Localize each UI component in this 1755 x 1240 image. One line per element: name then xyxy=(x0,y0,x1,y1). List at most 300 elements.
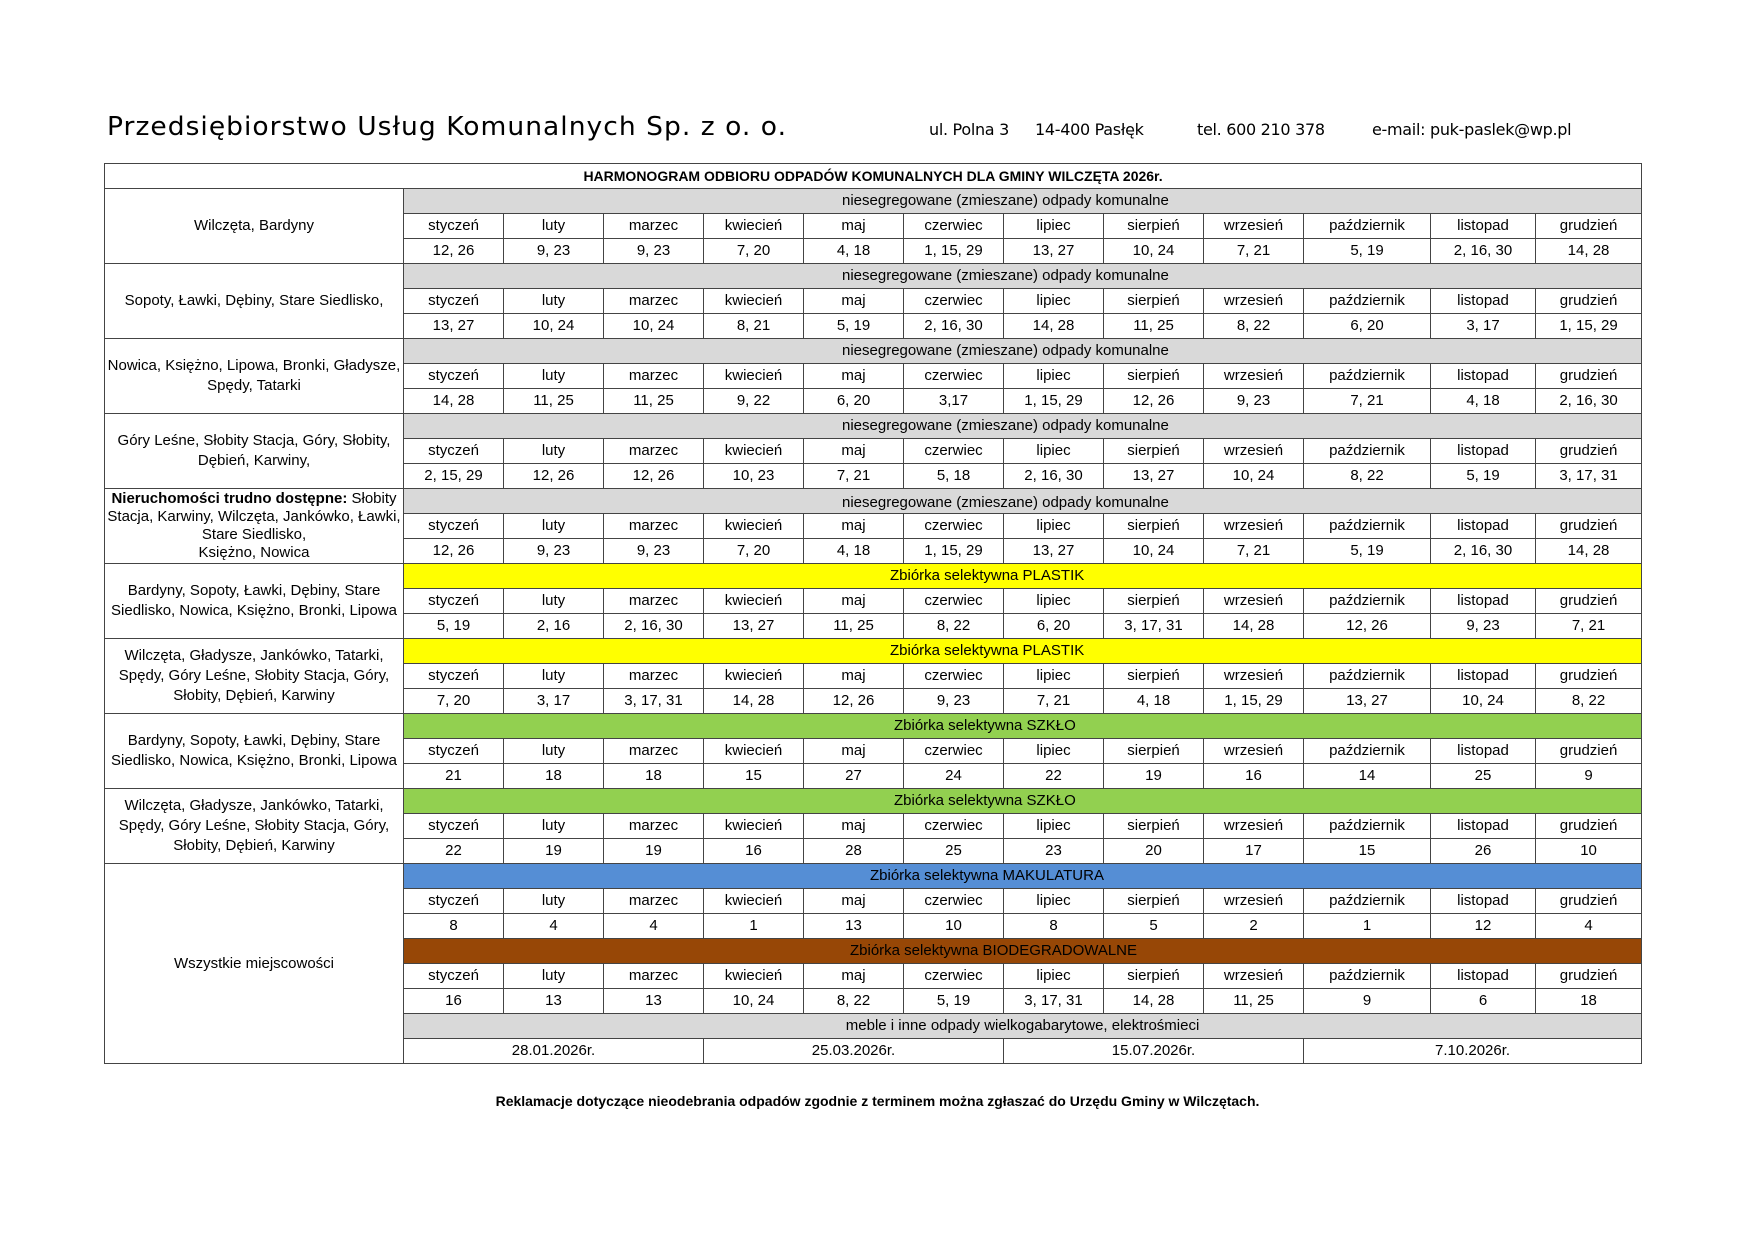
month-header: maj xyxy=(804,964,904,989)
category-band xyxy=(404,1014,1642,1039)
month-header: maj xyxy=(804,214,904,239)
category-band xyxy=(404,639,1642,664)
month-header: sierpień xyxy=(1104,964,1204,989)
pickup-dates: 13, 27 xyxy=(1304,689,1431,714)
month-header: listopad xyxy=(1431,439,1536,464)
month-header: listopad xyxy=(1431,814,1536,839)
pickup-dates: 15 xyxy=(1304,839,1431,864)
pickup-dates: 13, 27 xyxy=(704,614,804,639)
location-label: Bardyny, Sopoty, Ławki, Dębiny, Stare Siedlisko, Nowica, Księżno, Bronki, Lipowa xyxy=(111,732,397,769)
pickup-dates: 11, 25 xyxy=(504,389,604,414)
pickup-dates: 10 xyxy=(1536,839,1642,864)
company-address: ul. Polna 3 xyxy=(929,120,1009,139)
section-band-row xyxy=(105,189,1642,214)
pickup-dates: 1, 15, 29 xyxy=(1204,689,1304,714)
month-header: maj xyxy=(804,739,904,764)
pickup-dates: 28 xyxy=(804,839,904,864)
pickup-dates: 1 xyxy=(704,914,804,939)
month-header: kwiecień xyxy=(704,889,804,914)
pickup-dates: 5, 19 xyxy=(804,314,904,339)
month-header: maj xyxy=(804,364,904,389)
month-header: czerwiec xyxy=(904,964,1004,989)
month-header: lipiec xyxy=(1004,439,1104,464)
month-header: luty xyxy=(504,814,604,839)
month-header: marzec xyxy=(604,664,704,689)
month-header: wrzesień xyxy=(1204,439,1304,464)
pickup-dates: 9, 23 xyxy=(604,239,704,264)
pickup-dates: 10, 23 xyxy=(704,464,804,489)
pickup-dates: 14, 28 xyxy=(704,689,804,714)
pickup-dates: 10, 24 xyxy=(504,314,604,339)
pickup-dates: 8, 21 xyxy=(704,314,804,339)
category-band xyxy=(404,789,1642,814)
pickup-dates: 1, 15, 29 xyxy=(904,539,1004,564)
section-band-row xyxy=(105,264,1642,289)
section-band-row xyxy=(105,639,1642,664)
month-header: kwiecień xyxy=(704,289,804,314)
month-header: styczeń xyxy=(404,664,504,689)
pickup-dates: 18 xyxy=(1536,989,1642,1014)
month-header: listopad xyxy=(1431,514,1536,539)
month-header: grudzień xyxy=(1536,964,1642,989)
pickup-dates: 4 xyxy=(504,914,604,939)
month-header: październik xyxy=(1304,964,1431,989)
pickup-dates: 7, 21 xyxy=(804,464,904,489)
pickup-dates: 10, 24 xyxy=(604,314,704,339)
month-header: wrzesień xyxy=(1204,814,1304,839)
pickup-dates: 1 xyxy=(1304,914,1431,939)
pickup-dates: 22 xyxy=(404,839,504,864)
pickup-dates: 12, 26 xyxy=(604,464,704,489)
pickup-dates: 6, 20 xyxy=(804,389,904,414)
month-header: wrzesień xyxy=(1204,364,1304,389)
pickup-dates: 15 xyxy=(704,764,804,789)
pickup-dates: 11, 25 xyxy=(1204,989,1304,1014)
pickup-dates: 14, 28 xyxy=(1536,539,1642,564)
pickup-dates: 12, 26 xyxy=(404,539,504,564)
pickup-dates: 13 xyxy=(604,989,704,1014)
month-header: wrzesień xyxy=(1204,214,1304,239)
complaints-note: Reklamacje dotyczące nieodebrania odpadów zgodnie z terminem można zgłaszać do Urzędu Gminy w Wilczętach. xyxy=(495,1093,1260,1109)
month-header: sierpień xyxy=(1104,364,1204,389)
section-band-row xyxy=(105,564,1642,589)
category-label: Zbiórka selektywna PLASTIK xyxy=(890,567,1085,584)
month-header: sierpień xyxy=(1104,814,1204,839)
pickup-dates: 4, 18 xyxy=(1104,689,1204,714)
location-label: Nowica, Księżno, Lipowa, Bronki, Gładysze, Spędy, Tatarki xyxy=(107,357,401,394)
pickup-dates: 8, 22 xyxy=(804,989,904,1014)
pickup-dates: 12, 26 xyxy=(504,464,604,489)
pickup-dates: 8, 22 xyxy=(904,614,1004,639)
pickup-dates: 5, 19 xyxy=(1431,464,1536,489)
pickup-dates: 8 xyxy=(404,914,504,939)
month-header: grudzień xyxy=(1536,664,1642,689)
pickup-dates: 16 xyxy=(1204,764,1304,789)
pickup-dates: 6 xyxy=(1431,989,1536,1014)
category-label: Zbiórka selektywna MAKULATURA xyxy=(870,867,1104,884)
month-header: styczeń xyxy=(404,589,504,614)
company-email: e-mail: puk-paslek@wp.pl xyxy=(1372,120,1572,139)
pickup-dates: 21 xyxy=(404,764,504,789)
title-row xyxy=(105,164,1642,189)
bulky-pickup-date: 25.03.2026r. xyxy=(704,1039,1004,1064)
pickup-dates: 12, 26 xyxy=(804,689,904,714)
month-header: marzec xyxy=(604,889,704,914)
month-header: marzec xyxy=(604,964,704,989)
month-header: wrzesień xyxy=(1204,289,1304,314)
month-header: lipiec xyxy=(1004,289,1104,314)
category-band xyxy=(404,414,1642,439)
company-name: Przedsiębiorstwo Usług Komunalnych Sp. z o. o. xyxy=(107,112,788,142)
pickup-dates: 5 xyxy=(1104,914,1204,939)
category-band xyxy=(404,264,1642,289)
month-header: kwiecień xyxy=(704,739,804,764)
bulky-pickup-date: 28.01.2026r. xyxy=(404,1039,704,1064)
pickup-dates: 9, 23 xyxy=(504,539,604,564)
month-header: czerwiec xyxy=(904,889,1004,914)
pickup-dates: 5, 19 xyxy=(1304,239,1431,264)
pickup-dates: 24 xyxy=(904,764,1004,789)
pickup-dates: 4 xyxy=(1536,914,1642,939)
pickup-dates: 2, 16, 30 xyxy=(604,614,704,639)
pickup-dates: 8, 22 xyxy=(1204,314,1304,339)
pickup-dates: 2, 16, 30 xyxy=(1431,539,1536,564)
section-band-row xyxy=(105,789,1642,814)
month-header: czerwiec xyxy=(904,814,1004,839)
pickup-dates: 12, 26 xyxy=(1104,389,1204,414)
pickup-dates: 14, 28 xyxy=(1104,989,1204,1014)
month-header: czerwiec xyxy=(904,439,1004,464)
pickup-dates: 7, 21 xyxy=(1536,614,1642,639)
category-band xyxy=(404,864,1642,889)
pickup-dates: 1, 15, 29 xyxy=(1004,389,1104,414)
section-band-row xyxy=(105,414,1642,439)
pickup-dates: 13, 27 xyxy=(404,314,504,339)
category-band xyxy=(404,489,1642,514)
month-header: grudzień xyxy=(1536,364,1642,389)
month-header: lipiec xyxy=(1004,364,1104,389)
month-header: lipiec xyxy=(1004,889,1104,914)
pickup-dates: 16 xyxy=(404,989,504,1014)
pickup-dates: 19 xyxy=(604,839,704,864)
month-header: listopad xyxy=(1431,739,1536,764)
category-band xyxy=(404,564,1642,589)
pickup-dates: 3, 17 xyxy=(1431,314,1536,339)
month-header: luty xyxy=(504,439,604,464)
month-header: luty xyxy=(504,289,604,314)
month-header: marzec xyxy=(604,439,704,464)
month-header: luty xyxy=(504,889,604,914)
pickup-dates: 7, 21 xyxy=(1204,539,1304,564)
pickup-dates: 3, 17 xyxy=(504,689,604,714)
pickup-dates: 22 xyxy=(1004,764,1104,789)
section-band-row xyxy=(105,864,1642,889)
location-label: Bardyny, Sopoty, Ławki, Dębiny, Stare Siedlisko, Nowica, Księżno, Bronki, Lipowa xyxy=(111,582,397,619)
pickup-dates: 9, 23 xyxy=(1431,614,1536,639)
location-cell xyxy=(105,189,404,264)
pickup-dates: 14 xyxy=(1304,764,1431,789)
pickup-dates: 9, 23 xyxy=(504,239,604,264)
pickup-dates: 14, 28 xyxy=(1204,614,1304,639)
category-band xyxy=(404,939,1642,964)
category-label: niesegregowane (zmieszane) odpady komunalne xyxy=(842,417,1169,434)
pickup-dates: 5, 19 xyxy=(1304,539,1431,564)
pickup-dates: 2 xyxy=(1204,914,1304,939)
category-label: Zbiórka selektywna SZKŁO xyxy=(894,792,1076,809)
pickup-dates: 3, 17, 31 xyxy=(1104,614,1204,639)
month-header: maj xyxy=(804,889,904,914)
month-header: sierpień xyxy=(1104,664,1204,689)
pickup-dates: 7, 21 xyxy=(1004,689,1104,714)
month-header: kwiecień xyxy=(704,439,804,464)
pickup-dates: 13 xyxy=(804,914,904,939)
month-header: kwiecień xyxy=(704,214,804,239)
pickup-dates: 13, 27 xyxy=(1004,539,1104,564)
pickup-dates: 9 xyxy=(1536,764,1642,789)
month-header: kwiecień xyxy=(704,514,804,539)
pickup-dates: 7, 20 xyxy=(704,539,804,564)
month-header: październik xyxy=(1304,814,1431,839)
pickup-dates: 8, 22 xyxy=(1304,464,1431,489)
company-city: 14-400 Pasłęk xyxy=(1035,120,1144,139)
location-cell xyxy=(105,339,404,414)
category-label: niesegregowane (zmieszane) odpady komunalne xyxy=(842,192,1169,209)
month-header: październik xyxy=(1304,364,1431,389)
month-header: luty xyxy=(504,964,604,989)
category-label: niesegregowane (zmieszane) odpady komunalne xyxy=(842,342,1169,359)
month-header: sierpień xyxy=(1104,214,1204,239)
pickup-dates: 10, 24 xyxy=(704,989,804,1014)
schedule-table xyxy=(104,163,1642,1064)
pickup-dates: 7, 20 xyxy=(704,239,804,264)
month-header: marzec xyxy=(604,589,704,614)
month-header: lipiec xyxy=(1004,664,1104,689)
pickup-dates: 14, 28 xyxy=(1536,239,1642,264)
pickup-dates: 20 xyxy=(1104,839,1204,864)
month-header: lipiec xyxy=(1004,814,1104,839)
month-header: luty xyxy=(504,664,604,689)
schedule-title: HARMONOGRAM ODBIORU ODPADÓW KOMUNALNYCH DLA GMINY WILCZĘTA 2026r. xyxy=(105,164,1642,189)
month-header: wrzesień xyxy=(1204,589,1304,614)
month-header: październik xyxy=(1304,514,1431,539)
month-header: grudzień xyxy=(1536,589,1642,614)
section-band-row xyxy=(105,339,1642,364)
pickup-dates: 10, 24 xyxy=(1204,464,1304,489)
pickup-dates: 9, 23 xyxy=(1204,389,1304,414)
month-header: styczeń xyxy=(404,514,504,539)
pickup-dates: 7, 21 xyxy=(1204,239,1304,264)
pickup-dates: 11, 25 xyxy=(804,614,904,639)
month-header: wrzesień xyxy=(1204,739,1304,764)
pickup-dates: 7, 20 xyxy=(404,689,504,714)
pickup-dates: 4, 18 xyxy=(1431,389,1536,414)
pickup-dates: 14, 28 xyxy=(404,389,504,414)
month-header: marzec xyxy=(604,514,704,539)
category-label: Zbiórka selektywna SZKŁO xyxy=(894,717,1076,734)
category-band xyxy=(404,339,1642,364)
month-header: listopad xyxy=(1431,214,1536,239)
pickup-dates: 3, 17, 31 xyxy=(1536,464,1642,489)
pickup-dates: 7, 21 xyxy=(1304,389,1431,414)
pickup-dates: 8, 22 xyxy=(1536,689,1642,714)
pickup-dates: 25 xyxy=(1431,764,1536,789)
bulky-pickup-date: 15.07.2026r. xyxy=(1004,1039,1304,1064)
pickup-dates: 13 xyxy=(504,989,604,1014)
category-label: niesegregowane (zmieszane) odpady komunalne xyxy=(842,494,1169,511)
month-header: grudzień xyxy=(1536,214,1642,239)
month-header: wrzesień xyxy=(1204,964,1304,989)
month-header: czerwiec xyxy=(904,589,1004,614)
pickup-dates: 10, 24 xyxy=(1104,239,1204,264)
month-header: lipiec xyxy=(1004,589,1104,614)
pickup-dates: 17 xyxy=(1204,839,1304,864)
month-header: czerwiec xyxy=(904,214,1004,239)
pickup-dates: 14, 28 xyxy=(1004,314,1104,339)
pickup-dates: 9, 22 xyxy=(704,389,804,414)
month-header: luty xyxy=(504,214,604,239)
pickup-dates: 4 xyxy=(604,914,704,939)
category-label: Zbiórka selektywna BIODEGRADOWALNE xyxy=(850,942,1138,959)
month-header: kwiecień xyxy=(704,589,804,614)
location-label: Sopoty, Ławki, Dębiny, Stare Siedlisko, xyxy=(124,292,384,309)
pickup-dates: 2, 16, 30 xyxy=(1004,464,1104,489)
pickup-dates: 13, 27 xyxy=(1004,239,1104,264)
month-header: luty xyxy=(504,589,604,614)
pickup-dates: 3,17 xyxy=(904,389,1004,414)
pickup-dates: 2, 16, 30 xyxy=(1536,389,1642,414)
pickup-dates: 3, 17, 31 xyxy=(1004,989,1104,1014)
month-header: styczeń xyxy=(404,814,504,839)
month-header: grudzień xyxy=(1536,739,1642,764)
pickup-dates: 3, 17, 31 xyxy=(604,689,704,714)
month-header: marzec xyxy=(604,814,704,839)
pickup-dates: 5, 18 xyxy=(904,464,1004,489)
pickup-dates: 4, 18 xyxy=(804,239,904,264)
month-header: sierpień xyxy=(1104,439,1204,464)
month-header: sierpień xyxy=(1104,289,1204,314)
section-band-row xyxy=(105,489,1642,514)
month-header: listopad xyxy=(1431,889,1536,914)
pickup-dates: 16 xyxy=(704,839,804,864)
month-header: kwiecień xyxy=(704,964,804,989)
pickup-dates: 6, 20 xyxy=(1004,614,1104,639)
pickup-dates: 8 xyxy=(1004,914,1104,939)
month-header: kwiecień xyxy=(704,814,804,839)
category-band xyxy=(404,189,1642,214)
pickup-dates: 19 xyxy=(504,839,604,864)
month-header: styczeń xyxy=(404,439,504,464)
pickup-dates: 18 xyxy=(604,764,704,789)
location-cell xyxy=(105,414,404,489)
pickup-dates: 11, 25 xyxy=(604,389,704,414)
month-header: marzec xyxy=(604,364,704,389)
month-header: kwiecień xyxy=(704,664,804,689)
month-header: styczeń xyxy=(404,289,504,314)
month-header: grudzień xyxy=(1536,289,1642,314)
category-label: Zbiórka selektywna PLASTIK xyxy=(890,642,1085,659)
pickup-dates: 10, 24 xyxy=(1104,539,1204,564)
pickup-dates: 27 xyxy=(804,764,904,789)
location-cell xyxy=(105,714,404,789)
month-header: grudzień xyxy=(1536,814,1642,839)
month-header: październik xyxy=(1304,589,1431,614)
pickup-dates: 5, 19 xyxy=(404,614,504,639)
pickup-dates: 11, 25 xyxy=(1104,314,1204,339)
month-header: luty xyxy=(504,514,604,539)
month-header: maj xyxy=(804,664,904,689)
month-header: maj xyxy=(804,589,904,614)
month-header: październik xyxy=(1304,439,1431,464)
month-header: grudzień xyxy=(1536,514,1642,539)
location-cell xyxy=(105,564,404,639)
month-header: styczeń xyxy=(404,364,504,389)
month-header: sierpień xyxy=(1104,739,1204,764)
month-header: lipiec xyxy=(1004,214,1104,239)
pickup-dates: 10, 24 xyxy=(1431,689,1536,714)
month-header: marzec xyxy=(604,739,704,764)
pickup-dates: 19 xyxy=(1104,764,1204,789)
pickup-dates: 26 xyxy=(1431,839,1536,864)
month-header: wrzesień xyxy=(1204,664,1304,689)
pickup-dates: 1, 15, 29 xyxy=(1536,314,1642,339)
month-header: grudzień xyxy=(1536,889,1642,914)
pickup-dates: 5, 19 xyxy=(904,989,1004,1014)
section-band-row xyxy=(105,714,1642,739)
month-header: maj xyxy=(804,439,904,464)
month-header: listopad xyxy=(1431,664,1536,689)
pickup-dates: 12, 26 xyxy=(404,239,504,264)
month-header: czerwiec xyxy=(904,289,1004,314)
month-header: lipiec xyxy=(1004,514,1104,539)
company-phone: tel. 600 210 378 xyxy=(1197,120,1325,139)
pickup-dates: 12, 26 xyxy=(1304,614,1431,639)
pickup-dates: 18 xyxy=(504,764,604,789)
month-header: wrzesień xyxy=(1204,514,1304,539)
month-header: listopad xyxy=(1431,589,1536,614)
pickup-dates: 2, 16 xyxy=(504,614,604,639)
month-header: styczeń xyxy=(404,214,504,239)
pickup-dates: 2, 15, 29 xyxy=(404,464,504,489)
pickup-dates: 6, 20 xyxy=(1304,314,1431,339)
month-header: lipiec xyxy=(1004,739,1104,764)
month-header: styczeń xyxy=(404,739,504,764)
pickup-dates: 12 xyxy=(1431,914,1536,939)
month-header: czerwiec xyxy=(904,514,1004,539)
location-cell xyxy=(105,489,404,564)
month-header: styczeń xyxy=(404,964,504,989)
month-header: luty xyxy=(504,739,604,764)
month-header: listopad xyxy=(1431,289,1536,314)
month-header: styczeń xyxy=(404,889,504,914)
pickup-dates: 13, 27 xyxy=(1104,464,1204,489)
pickup-dates: 9, 23 xyxy=(904,689,1004,714)
month-header: październik xyxy=(1304,889,1431,914)
month-header: październik xyxy=(1304,289,1431,314)
letterhead xyxy=(107,112,1647,152)
location-cell xyxy=(105,864,404,1064)
month-header: czerwiec xyxy=(904,364,1004,389)
location-cell xyxy=(105,264,404,339)
month-header: maj xyxy=(804,814,904,839)
month-header: luty xyxy=(504,364,604,389)
month-header: maj xyxy=(804,289,904,314)
pickup-dates: 9 xyxy=(1304,989,1431,1014)
month-header: wrzesień xyxy=(1204,889,1304,914)
month-header: czerwiec xyxy=(904,664,1004,689)
month-header: sierpień xyxy=(1104,514,1204,539)
month-header: październik xyxy=(1304,214,1431,239)
month-header: lipiec xyxy=(1004,964,1104,989)
